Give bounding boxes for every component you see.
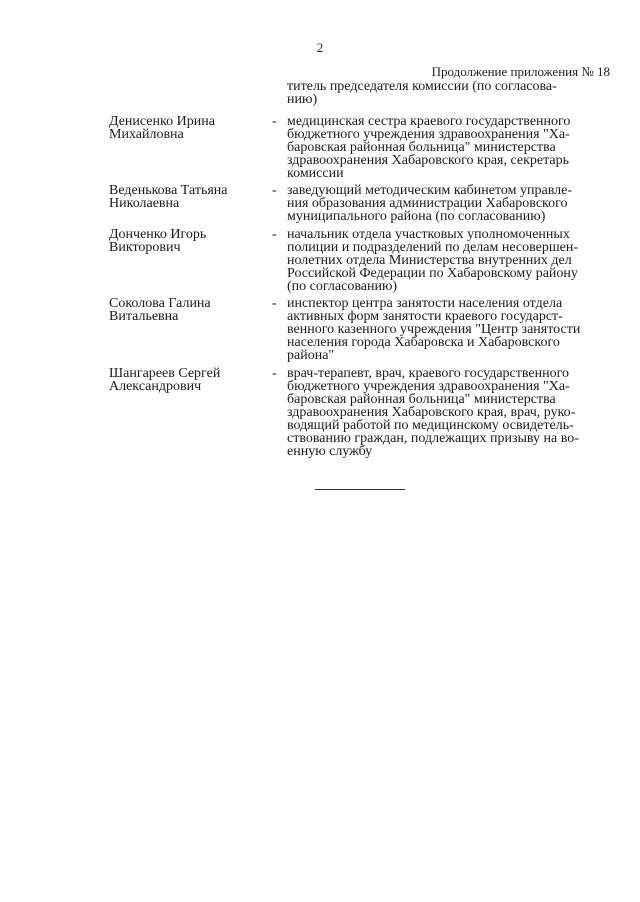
member-role: начальник отдела участковых уполномоченных полиции и подразделений по делам несовершен- нолетних отдела Министерства внутренних дел Российской Федерации по Хабаровскому району (по согласованию) [287, 227, 579, 294]
member-name: Донченко Игорь Викторович [109, 227, 207, 255]
member-name: Соколова Галина Витальевна [109, 296, 211, 324]
page-number: 2 [316, 40, 324, 55]
member-role: заведующий методическим кабинетом управле- ния образования администрации Хабаровского муниципального района (по согласованию) [287, 183, 572, 224]
closing-divider-line [315, 489, 405, 490]
entry-dash: - [272, 227, 277, 242]
entry-dash: - [272, 114, 277, 129]
entry-dash: - [272, 296, 277, 311]
entry-dash: - [272, 183, 277, 198]
entry-dash: - [272, 366, 277, 381]
continuation-label: Продолжение приложения № 18 [431, 64, 610, 79]
lead-text-fragment: титель председателя комиссии (по согласова- нию) [287, 79, 557, 107]
member-name: Шангареев Сергей Александрович [109, 366, 221, 394]
member-role: врач-терапевт, врач, краевого государственного бюджетного учреждения здравоохранения "Ха- баровская районная больница" министерства здравоохранения Хабаровского края, врач, руко- водящий работой по медицинскому освидетель- ствованию граждан, подлежащих призыву на во- енную службу [287, 366, 579, 459]
member-name: Денисенко Ирина Михайловна [109, 114, 215, 142]
member-role: медицинская сестра краевого государственного бюджетного учреждения здравоохранения "Ха- баровская районная больница" министерства здравоохранения Хабаровского края, секретарь комиссии [287, 114, 571, 181]
member-role: инспектор центра занятости населения отдела активных форм занятости краевого государст- венного казенного учреждения "Центр занятости населения города Хабаровска и Хабаровского района" [287, 296, 581, 363]
member-name: Веденькова Татьяна Николаевна [109, 183, 228, 211]
